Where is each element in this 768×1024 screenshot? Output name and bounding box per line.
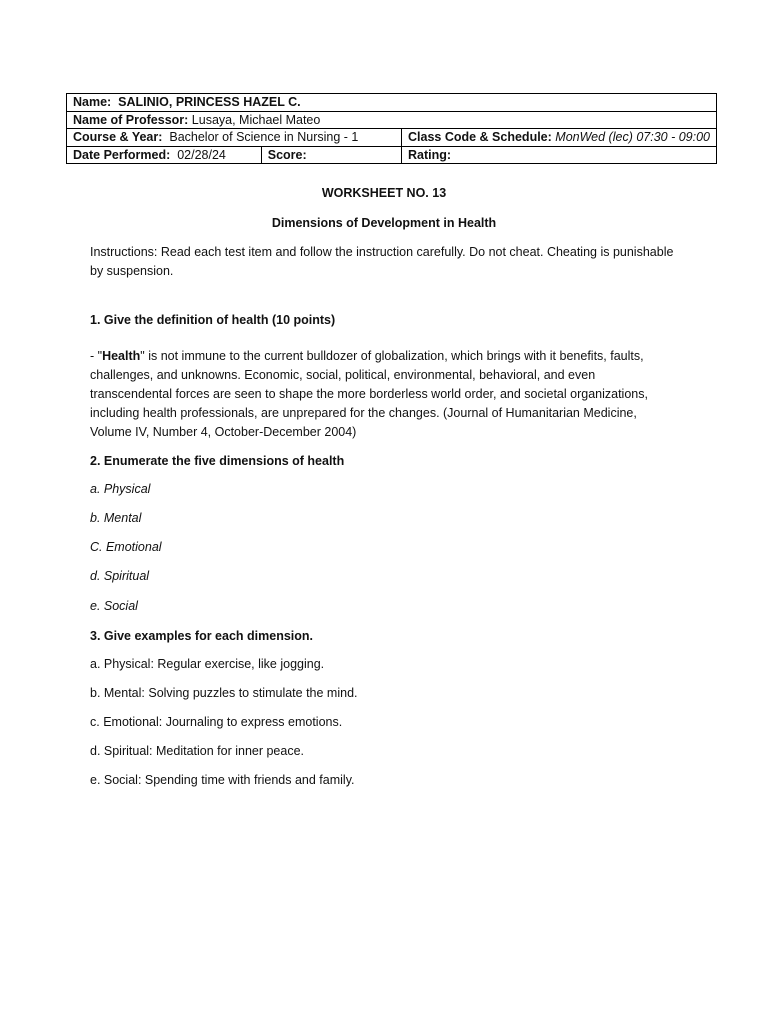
worksheet-title: WORKSHEET NO. 13: [321, 186, 447, 200]
instructions-text: Instructions: Read each test item and follow the instruction carefully. Do not cheat. Cheating is punishable by suspension.: [90, 245, 674, 278]
class-cell: [402, 129, 717, 147]
class-label: Class Code & Schedule:: [408, 130, 552, 145]
date-label: Date Performed:: [73, 147, 171, 162]
professor-value: Lusaya, Michael Mateo: [191, 112, 321, 127]
question-2: 2. Enumerate the five dimensions of health: [90, 454, 345, 468]
course-label: Course & Year:: [73, 130, 163, 145]
course-value: Bachelor of Science in Nursing - 1: [169, 130, 359, 145]
answer-1-definition: " is not immune to the current bulldozer of globalization, which brings with it benefits, faults, challenges, and unknowns. Economic, social, political, environmental, behavioral, and even transcendental forces are seen to shape the more borderless world order, and societal organizations, including health professionals, are unprepared for the changes. (Journal of Humanitarian Medicine, Volume IV, Number 4, October-December 2004): [90, 349, 648, 439]
score-label: Score:: [267, 147, 307, 162]
question-1: 1. Give the definition of health (10 points): [90, 313, 336, 327]
answer-1-term: Health: [102, 349, 141, 363]
example-item: d. Spiritual: Meditation for inner peace.: [90, 744, 305, 758]
dimension-item: C. Emotional: [90, 540, 162, 554]
dimension-item: a. Physical: [90, 482, 151, 496]
example-item: c. Emotional: Journaling to express emotions.: [90, 715, 343, 729]
name-label: Name:: [73, 95, 112, 110]
student-info-table: [66, 93, 717, 164]
name-cell: [67, 94, 717, 112]
dimension-item: b. Mental: [90, 511, 142, 525]
class-value: MonWed (lec) 07:30 - 09:00: [555, 130, 710, 145]
example-item: b. Mental: Solving puzzles to stimulate the mind.: [90, 686, 358, 700]
dimension-item: d. Spiritual: [90, 569, 150, 583]
professor-cell: [67, 111, 717, 129]
score-cell: [261, 146, 401, 164]
date-cell: [67, 146, 262, 164]
name-value: SALINIO, PRINCESS HAZEL C.: [118, 95, 301, 110]
rating-label: Rating:: [408, 147, 452, 162]
answer-1: [90, 347, 680, 442]
question-3: 3. Give examples for each dimension.: [90, 629, 314, 643]
example-item: e. Social: Spending time with friends and family.: [90, 773, 355, 787]
date-value: 02/28/24: [177, 147, 226, 162]
answer-1-prefix: - ": [90, 349, 103, 363]
example-item: a. Physical: Regular exercise, like jogging.: [90, 657, 325, 671]
dimension-item: e. Social: [90, 599, 138, 613]
worksheet-subtitle: Dimensions of Development in Health: [271, 216, 497, 230]
course-cell: [67, 129, 402, 147]
professor-label: Name of Professor:: [73, 112, 189, 127]
rating-cell: [402, 146, 717, 164]
